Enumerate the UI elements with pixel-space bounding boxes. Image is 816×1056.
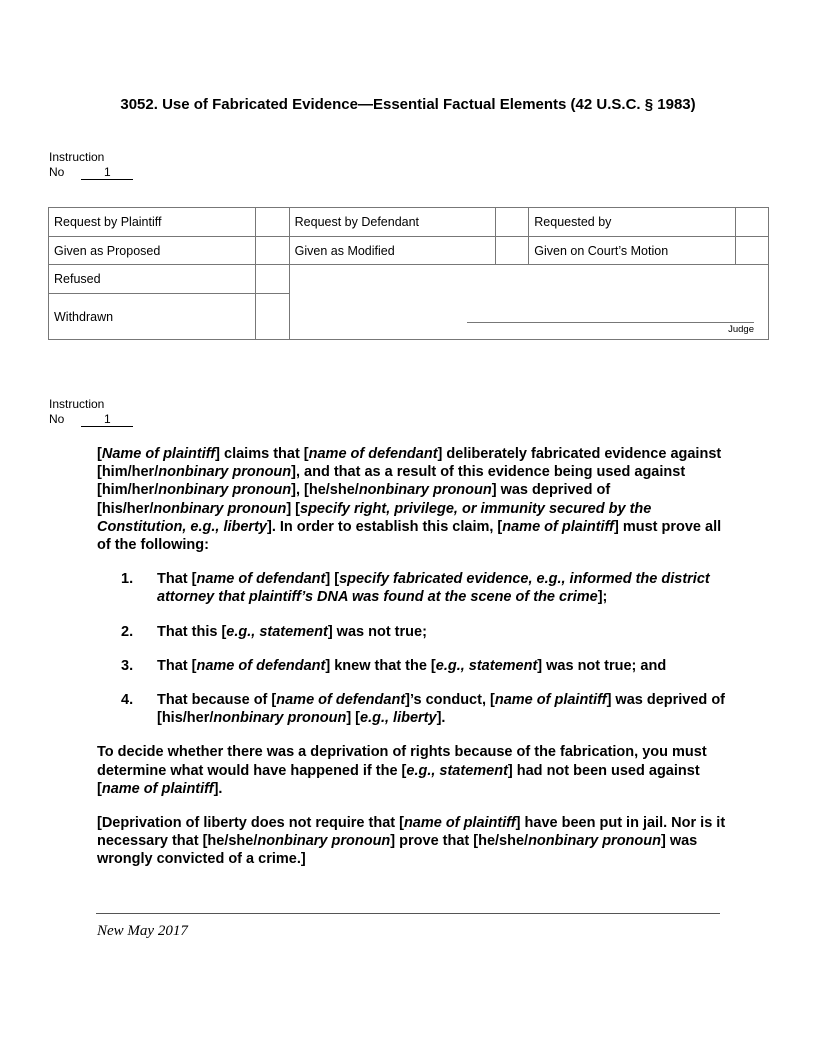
list-item: 4. That because of [name of defendant]’s conduct, [name of plaintiff] was deprived of [his/her/nonbinary pronoun] [e.g., liberty].: [97, 691, 727, 727]
elements-list: [97, 570, 727, 727]
given-as-modified-checkbox[interactable]: [496, 237, 529, 265]
instruction-number: 1: [81, 166, 133, 180]
page-title: 3052. Use of Fabricated Evidence—Essential Factual Elements (42 U.S.C. § 1983): [120, 96, 696, 113]
request-disposition-table: [48, 207, 769, 340]
history-note: New May 2017: [97, 923, 188, 939]
list-item-number: 4.: [121, 692, 134, 709]
list-item: 1. That [name of defendant] [specify fabricated evidence, e.g., informed the district attorney that plaintiff’s DNA was found at the scene of the crime];: [97, 570, 727, 606]
request-by-plaintiff-checkbox[interactable]: [255, 208, 289, 237]
list-item-number: 1.: [121, 571, 134, 588]
withdrawn-label: Withdrawn: [49, 294, 256, 340]
refused-checkbox[interactable]: [255, 265, 289, 294]
instruction-no-label: No: [49, 412, 65, 426]
footer-divider: [96, 913, 720, 914]
withdrawn-checkbox[interactable]: [255, 294, 289, 340]
instruction-label: Instruction: [49, 397, 105, 411]
list-item-number: 2.: [121, 623, 134, 640]
instruction-label: Instruction: [49, 150, 105, 164]
given-on-courts-motion-checkbox[interactable]: [736, 237, 769, 265]
requested-by-label: Requested by: [529, 208, 736, 237]
given-as-proposed-checkbox[interactable]: [255, 237, 289, 265]
judge-signature-line: [467, 322, 754, 323]
request-by-defendant-checkbox[interactable]: [496, 208, 529, 237]
instruction-number-block: [49, 397, 133, 427]
list-item: 3. That [name of defendant] knew that the [e.g., statement] was not true; and: [97, 657, 727, 675]
instruction-number-block-top: [49, 150, 133, 180]
instruction-no-label: No: [49, 165, 65, 179]
request-by-defendant-label: Request by Defendant: [289, 208, 496, 237]
requested-by-checkbox[interactable]: [736, 208, 769, 237]
instruction-number: 1: [81, 413, 133, 427]
liberty-note-paragraph: [Deprivation of liberty does not require that [name of plaintiff] have been put in jail. Nor is it necessary that [he/she/nonbinary pronoun] prove that [he/she/nonbinary pronoun] was wrongly convicted of a crime.]: [97, 815, 726, 868]
list-item-number: 3.: [121, 657, 134, 674]
instruction-body: [97, 445, 727, 885]
request-by-plaintiff-label: Request by Plaintiff: [49, 208, 256, 237]
given-as-proposed-label: Given as Proposed: [49, 237, 256, 265]
list-item: 2. That this [e.g., statement] was not true;: [97, 623, 727, 641]
judge-label: Judge: [728, 324, 754, 335]
intro-paragraph: [Name of plaintiff] claims that [name of defendant] deliberately fabricated evidence against [him/her/nonbinary pronoun], and that as a result of this evidence being used against [him/her/nonbinary pronoun], [he/she/nonbinary pronoun] was deprived of [his/her/nonbinary pronoun] [specify right, privilege, or immunity secured by the Constitution, e.g., liberty]. In order to establish this claim, [name of plaintiff] must prove all of the following:: [97, 446, 722, 554]
given-on-courts-motion-label: Given on Court’s Motion: [529, 237, 736, 265]
judge-signature-area[interactable]: [289, 265, 768, 340]
deprivation-paragraph: To decide whether there was a deprivation of rights because of the fabrication, you must determine what would have happened if the [e.g., statement] had not been used against [name of plaintiff].: [97, 744, 707, 797]
given-as-modified-label: Given as Modified: [289, 237, 496, 265]
refused-label: Refused: [49, 265, 256, 294]
